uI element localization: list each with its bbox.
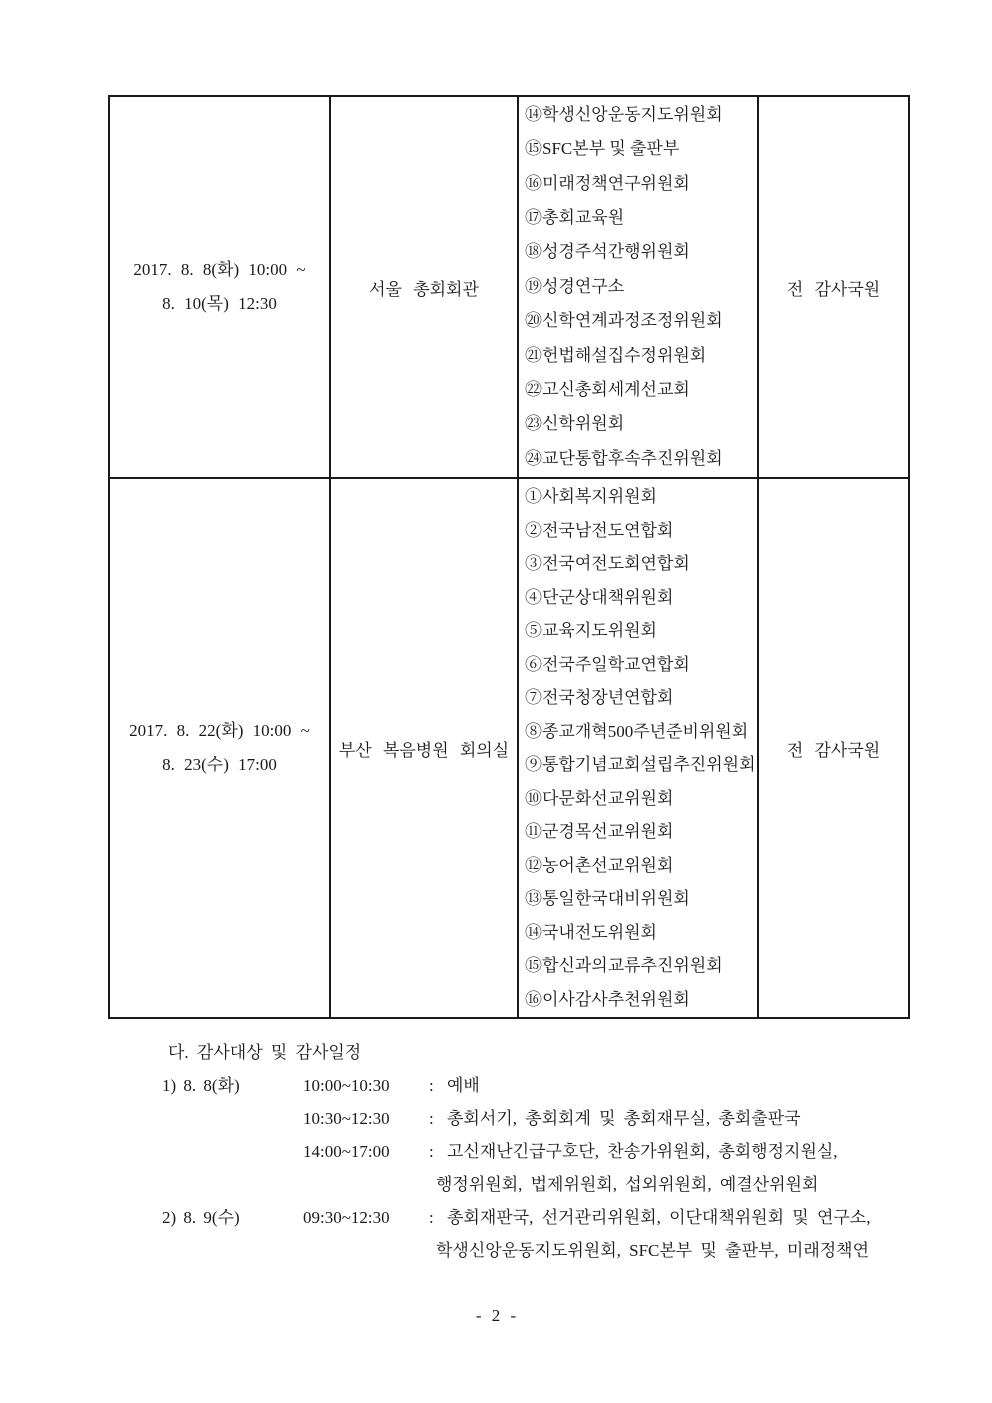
auditor-cell: 전 감사국원: [757, 97, 908, 477]
committee-item: ⑱성경주석간행위원회: [525, 242, 690, 262]
schedule-line: [0, 1069, 992, 1102]
committee-item: ⑭학생신앙운동지도위원회: [525, 104, 723, 124]
date-cell: [110, 479, 329, 1017]
schedule-time: 09:30~12:30: [303, 1208, 390, 1227]
schedule-time: 14:00~17:00: [303, 1142, 390, 1161]
schedule-text: 학생신앙운동지도위원회, SFC본부 및 출판부, 미래정책연: [436, 1241, 870, 1260]
committees-cell: [517, 97, 757, 477]
schedule-section: [0, 1036, 992, 1267]
date-line2: 8. 23(수) 17:00: [162, 755, 277, 774]
schedule-text: 예배: [447, 1076, 480, 1095]
committee-item: ㉑헌법해설집수정위원회: [525, 345, 707, 365]
committee-item: ⑩다문화선교위원회: [525, 788, 674, 808]
committee-item: ⑯이사감사추천위원회: [525, 989, 690, 1009]
location-cell: 부산 복음병원 회의실: [329, 479, 517, 1017]
schedule-separator: :: [429, 1076, 434, 1095]
committee-item: ①사회복지위원회: [525, 487, 657, 506]
committee-item: ⑲성경연구소: [525, 276, 625, 296]
committee-item: ②전국남전도연합회: [525, 520, 674, 540]
date-line2: 8. 10(목) 12:30: [162, 294, 277, 313]
schedule-line: [0, 1102, 992, 1135]
committee-item: ⑮합신과의교류추진위원회: [525, 956, 723, 975]
committee-item: ⑰총회교육원: [525, 207, 625, 227]
schedule-line: [0, 1168, 992, 1201]
schedule-text: 총회서기, 총회회계 및 총회재무실, 총회출판국: [447, 1109, 801, 1128]
committee-item: ⑮SFC본부 및 출판부: [525, 139, 680, 159]
committee-item: ⑳신학연계과정조정위원회: [525, 311, 723, 331]
schedule-line: [0, 1234, 992, 1267]
location-cell: 서울 총회회관: [329, 97, 517, 477]
schedule-separator: :: [429, 1109, 434, 1128]
schedule-text: 총회재판국, 선거관리위원회, 이단대책위원회 및 연구소,: [447, 1208, 871, 1227]
committee-item: ㉔교단통합후속추진위원회: [525, 448, 723, 468]
schedule-heading: 다. 감사대상 및 감사일정: [168, 1043, 362, 1062]
date-line1: 2017. 8. 22(화) 10:00 ~: [129, 721, 310, 740]
committee-item: ⑧종교개혁500주년준비위원회: [525, 721, 749, 741]
schedule-text: 고신재난긴급구호단, 찬송가위원회, 총회행정지원실,: [447, 1142, 838, 1161]
date-cell: [110, 97, 329, 477]
table-row: [110, 477, 908, 1017]
schedule-separator: :: [429, 1142, 434, 1161]
schedule-entry-label: 2) 8. 9(수): [162, 1208, 240, 1227]
schedule-text: 행정위원회, 법제위원회, 섭외위원회, 예결산위원회: [436, 1175, 819, 1194]
committee-item: ⑭국내전도위원회: [525, 922, 657, 942]
audit-schedule-table: [108, 95, 910, 1019]
committee-item: ⑨통합기념교회설립추진위원회: [525, 755, 756, 774]
schedule-separator: :: [429, 1208, 434, 1227]
committee-item: ㉒고신총회세계선교회: [525, 380, 690, 400]
committee-item: ⑪군경목선교위원회: [525, 822, 674, 841]
schedule-line: [0, 1201, 992, 1234]
committee-item: ⑬통일한국대비위원회: [525, 889, 690, 908]
schedule-time: 10:00~10:30: [303, 1076, 390, 1095]
committee-item: ⑦전국청장년연합회: [525, 688, 674, 707]
schedule-time: 10:30~12:30: [303, 1109, 390, 1128]
schedule-entry-label: 1) 8. 8(화): [162, 1076, 240, 1095]
auditor-cell: 전 감사국원: [757, 479, 908, 1017]
date-line1: 2017. 8. 8(화) 10:00 ~: [133, 260, 306, 279]
committees-cell: [517, 479, 757, 1017]
committee-item: ⑯미래정책연구위원회: [525, 173, 690, 193]
committee-item: ④단군상대책위원회: [525, 587, 674, 607]
committee-item: ⑫농어촌선교위원회: [525, 855, 674, 875]
schedule-line: [0, 1135, 992, 1168]
committee-item: ⑥전국주일학교연합회: [525, 654, 690, 674]
page-number: - 2 -: [475, 1306, 517, 1325]
table-row: [110, 97, 908, 477]
schedule-lines: [0, 1069, 992, 1267]
committee-item: ㉓신학위원회: [525, 414, 625, 434]
committee-item: ③전국여전도회연합회: [525, 554, 690, 573]
committee-item: ⑤교육지도위원회: [525, 621, 657, 640]
